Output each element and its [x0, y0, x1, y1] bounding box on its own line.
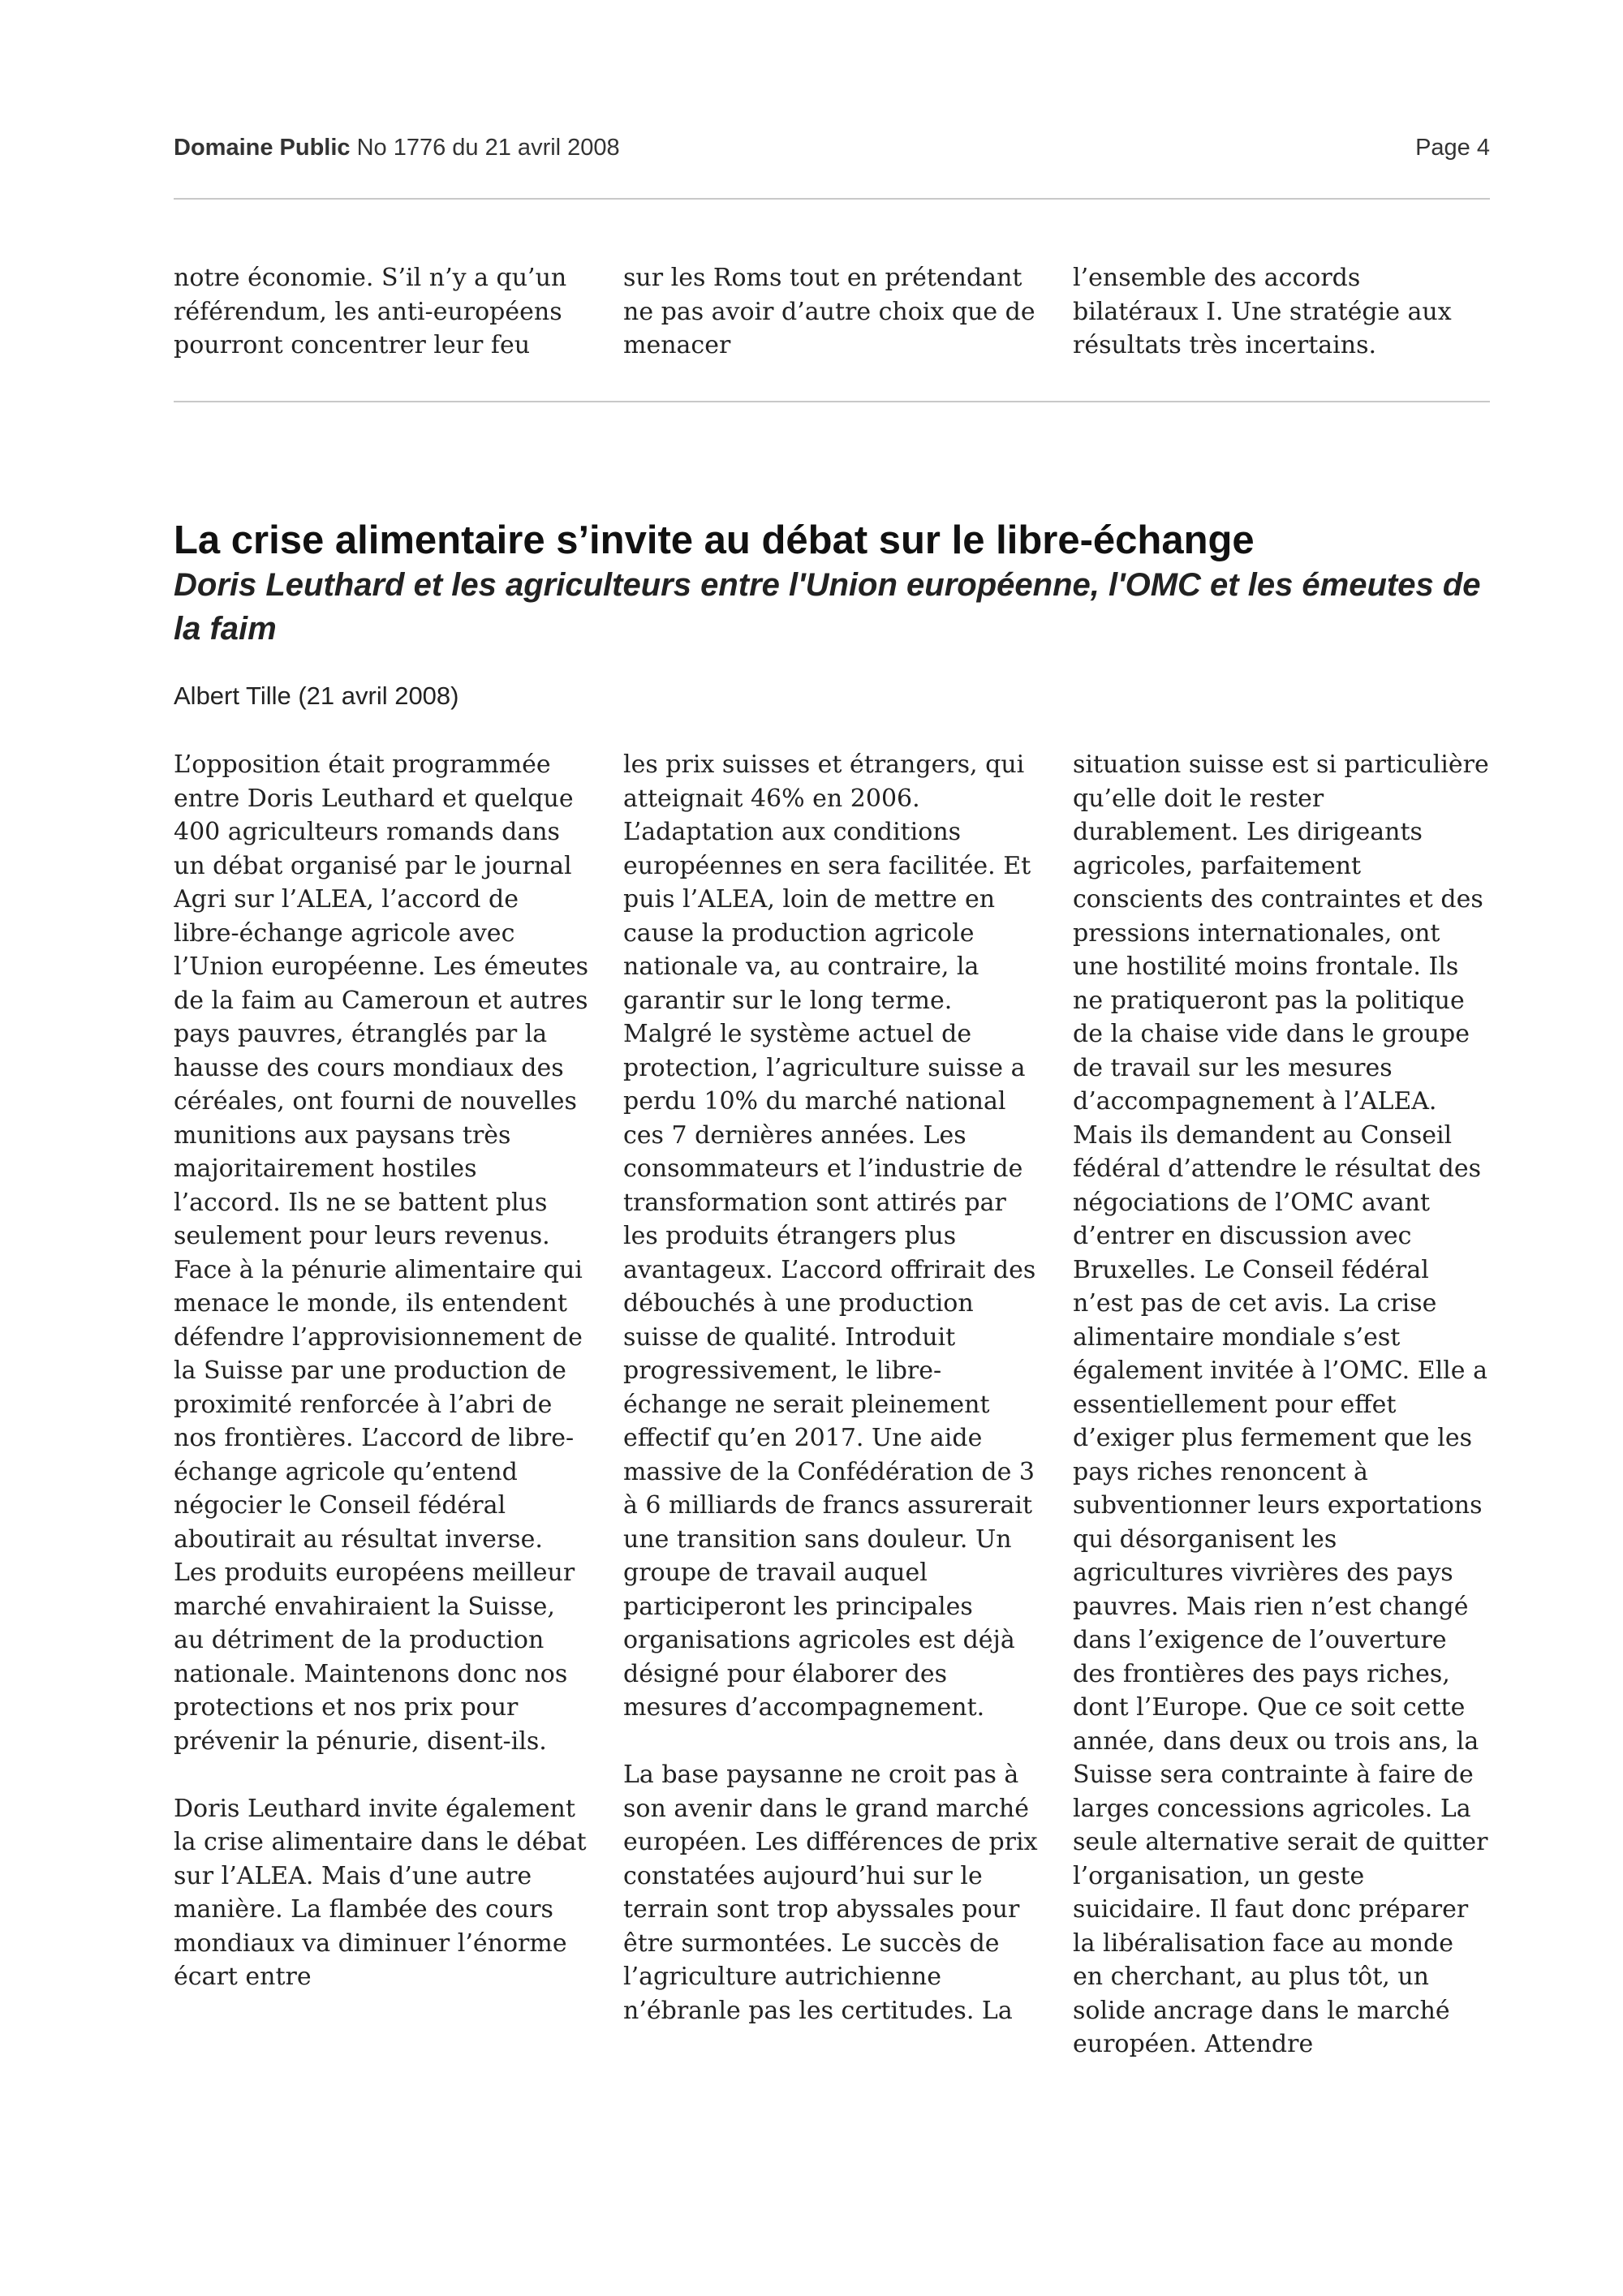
article-title: La crise alimentaire s’invite au débat sur le libre-échange: [174, 518, 1255, 562]
paragraph: Doris Leuthard invite également la crise alimentaire dans le débat sur l’ALEA. Mais d’une autre manière. La flambée des cours mondiaux va diminuer l’énorme écart entre: [174, 1794, 587, 1991]
paragraph: situation suisse est si particulière qu’elle doit le rester durablement. Les dirigeants agricoles, parfaitement conscients des contraintes et des pressions internationales, ont une hostilité moins frontale. Ils ne pratiqueront pas la politique de la chaise vide dans le groupe de travail sur les mesures d’accompagnement à l’ALEA. Mais ils demandent au Conseil fédéral d’attendre le résultat des négociations de l’OMC avant d’entrer en discussion avec Bruxelles. Le Conseil fédéral n’est pas de cet avis. La crise alimentaire mondiale s’est également invitée à l’OMC. Elle a essentiellement pour effet d’exiger plus fermement que les pays riches renoncent à subventionner leurs exportations qui désorganisent les agricultures vivrières des pays pauvres. Mais rien n’est changé dans l’exigence de l’ouverture des frontières des pays riches, dont l’Europe. Que ce soit cette année, dans deux ou trois ans, la Suisse sera contrainte à faire de larges concessions agricoles. La seule alternative serait de quitter l’organisation, un geste suicidaire. Il faut donc préparer la libéralisation face au monde en cherchant, au plus tôt, un solide ancrage dans le marché européen. Attendre: [1073, 750, 1489, 2058]
previous-article-continuation: [174, 261, 1490, 367]
article-byline: Albert Tille (21 avril 2008): [174, 681, 459, 710]
article-subtitle: Doris Leuthard et les agriculteurs entre l'Union européenne, l'OMC et les émeutes de la faim: [174, 567, 1481, 647]
carryover-column-3: [1073, 261, 1490, 367]
publication-name: Domaine Public: [174, 135, 351, 161]
paragraph: L’opposition était programmée entre Doris Leuthard et quelque 400 agriculteurs romands dans un débat organisé par le journal Agri sur l’ALEA, l’accord de libre-échange agricole avec l’Union européenne. Les émeutes de la faim au Cameroun et autres pays pauvres, étranglés par la hausse des cours mondiaux des céréales, ont fourni de nouvelles munitions aux paysans très majoritairement hostiles l’accord. Ils ne se battent plus seulement pour leurs revenus. Face à la pénurie alimentaire qui menace le monde, ils entendent défendre l’approvisionnement de la Suisse par une production de proximité renforcée à l’abri de nos frontières. L’accord de libre-échange agricole qu’entend négocier le Conseil fédéral aboutirait au résultat inverse. Les produits européens meilleur marché envahiraient la Suisse, au détriment de la production nationale. Maintenons donc nos protections et nos prix pour prévenir la pénurie, disent-ils.: [174, 750, 588, 1756]
carryover-column-1: [174, 261, 591, 367]
article-divider: [174, 401, 1490, 402]
paragraph: les prix suisses et étrangers, qui atteignait 46% en 2006. L’adaptation aux conditions européennes en sera facilitée. Et puis l’ALEA, loin de mettre en cause la production agricole nationale va, au contraire, la garantir sur le long terme. Malgré le système actuel de protection, l’agriculture suisse a perdu 10% du marché national ces 7 dernières années. Les consommateurs et l’industrie de transformation sont attirés par les produits étrangers plus avantageux. L’accord offrirait des débouchés à une production suisse de qualité. Introduit progressivement, le libre-échange ne serait pleinement effectif qu’en 2017. Une aide massive de la Confédération de 3 à 6 milliards de francs assurerait une transition sans douleur. Un groupe de travail auquel participeront les principales organisations agricoles est déjà désigné pour élaborer des mesures d’accompagnement.: [623, 750, 1036, 1722]
paragraph: La base paysanne ne croit pas à son avenir dans le grand marché européen. Les différences de prix constatées aujourd’hui sur le terrain sont trop abyssales pour être surmontées. Le succès de l’agriculture autrichienne n’ébranle pas les certitudes. La: [623, 1761, 1038, 2025]
paragraph: l’ensemble des accords bilatéraux I. Une stratégie aux résultats très incertains.: [1073, 264, 1452, 359]
header-divider: [174, 198, 1490, 200]
carryover-column-2: [623, 261, 1040, 367]
article-column-2: [623, 748, 1040, 2143]
article-body: [174, 748, 1490, 2143]
running-header: [174, 135, 1490, 167]
document-page: [174, 0, 1490, 2296]
paragraph: notre économie. S’il n’y a qu’un référendum, les anti-européens pourront concentrer leur feu: [174, 264, 567, 359]
issue-info: No 1776 du 21 avril 2008: [356, 135, 620, 161]
page-number: Page 4: [1415, 135, 1490, 161]
article-column-3: [1073, 748, 1490, 2143]
article-column-1: [174, 748, 591, 2143]
paragraph: sur les Roms tout en prétendant ne pas avoir d’autre choix que de menacer: [623, 264, 1035, 359]
